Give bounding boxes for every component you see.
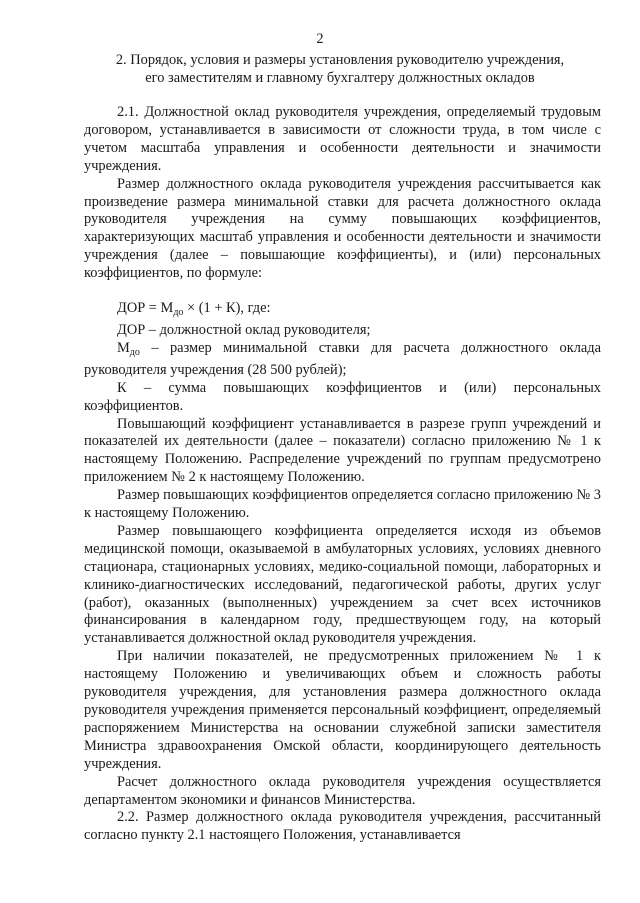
definition-m-symbol: М	[117, 339, 130, 356]
section-title-line-1: 2. Порядок, условия и размеры установления руководителю учреждения,	[115, 52, 565, 68]
formula	[84, 300, 601, 322]
paragraph-coefficient-groups: Повышающий коэффициент устанавливается в разрезе групп учреждений и показателей их деятельности (далее – показатели) согласно приложению № 1 к настоящему Положению. Распределение учреждений по группам предусмотрено приложением № 2 к настоящему Положению.	[84, 415, 601, 486]
section-title	[96, 52, 584, 88]
definition-dor: ДОР – должностной оклад руководителя;	[117, 321, 371, 338]
formula-rhs: × (1 + К), где:	[183, 300, 271, 317]
definition-m	[84, 340, 601, 380]
paragraph-calculation: Размер должностного оклада руководителя учреждения рассчитывается как произведение размера минимальной ставки для расчета должностного оклада руководителя учреждения на сумму повышающих коэффициентов, характеризующих масштаб управления и особенности деятельности и значимости учреждения (далее – повышающие коэффициенты), и (или) персональных коэффициентов, по формуле:	[84, 175, 601, 282]
definition-k: К – сумма повышающих коэффициентов и (или) персональных коэффициентов.	[84, 379, 601, 414]
body-text	[84, 104, 601, 845]
formula-subscript: до	[173, 307, 184, 319]
paragraph-2-2: 2.2. Размер должностного оклада руководителя учреждения, рассчитанный согласно пункту 2.1 настоящего Положения, устанавливается	[84, 809, 601, 844]
formula-lhs: ДОР = М	[117, 300, 174, 317]
paragraph-calculation-department: Расчет должностного оклада руководителя учреждения осуществляется департаментом экономики и финансов Министерства.	[84, 773, 601, 808]
paragraph-2-1: 2.1. Должностной оклад руководителя учреждения, определяемый трудовым договором, устанавливается в зависимости от сложности труда, в том числе с учетом масштаба управления и особенности деятельности и значимости учреждения.	[84, 104, 601, 174]
definition-m-subscript: до	[129, 346, 140, 358]
paragraph-coefficient-volumes: Размер повышающего коэффициента определяется исходя из объемов медицинской помощи, оказываемой в амбулаторных условиях, условиях дневного стационара, стационарных условиях, медико-социальной помощи, лабораторных и клинико-диагностических исследований, педагогической работы, других услуг (работ), оказанных (выполненных) учреждением за счет всех источников финансирования в календарном году, предшествующем году, на который устанавливается должностной оклад руководителя учреждения.	[84, 522, 601, 647]
section-title-line-2: его заместителям и главному бухгалтеру должностных окладов	[145, 69, 535, 86]
page-number: 2	[316, 31, 324, 47]
paragraph-coefficient-size: Размер повышающих коэффициентов определяется согласно приложению № 3 к настоящему Положению.	[84, 487, 601, 522]
paragraph-personal-coefficient: При наличии показателей, не предусмотренных приложением № 1 к настоящему Положению и увеличивающих объем и сложность работы руководителя учреждения, для установления размера должностного оклада руководителя учреждения применяется персональный коэффициент, определяемый распоряжением Министерства на основании служебной записки заместителя Министра здравоохранения Омской области, координирующего деятельность учреждения.	[84, 648, 601, 772]
definition-m-text: – размер минимальной ставки для расчета должностного оклада руководителя учреждения (28 500 рублей);	[84, 339, 601, 378]
